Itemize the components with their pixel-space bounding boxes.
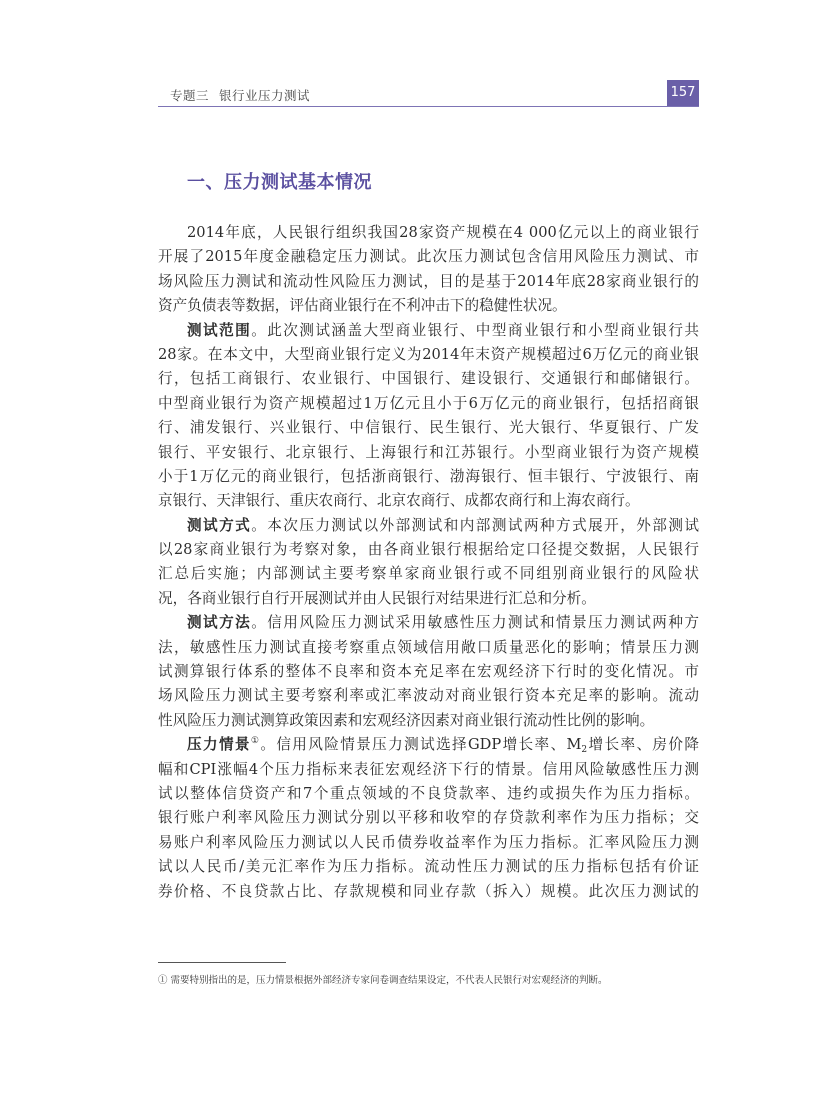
text-run: 增长率、房价降 [587, 736, 699, 754]
section-title: 一、压力测试基本情况 [187, 172, 372, 193]
text-line: 开展了2015年度金融稳定压力测试。此次压力测试包含信用风险压力测试、市 [158, 248, 699, 266]
text-line: 性风险压力测试测算政策因素和宏观经济因素对商业银行流动性比例的影响。 [158, 711, 655, 729]
text-line [158, 319, 699, 343]
paragraph-heading: 测试方法 [187, 614, 252, 632]
text-line: 试测算银行体系的整体不良率和资本充足率在宏观经济下行时的变化情况。市 [158, 663, 699, 681]
text-line: 中型商业银行为资产规模超过1万亿元且小于6万亿元的商业银行，包括招商银 [158, 394, 699, 412]
footnote-marker[interactable]: ① [250, 736, 261, 747]
text-line: 幅和CPI涨幅4个压力指标来表征宏观经济下行的情景。信用风险敏感性压力测 [158, 760, 699, 778]
paragraph-heading: 测试方式 [187, 516, 252, 534]
running-header [170, 86, 310, 104]
text-line: 小于1万亿元的商业银行，包括浙商银行、渤海银行、恒丰银行、宁波银行、南 [158, 467, 699, 485]
text-line [158, 514, 699, 538]
text-line: 28家。在本文中，大型商业银行定义为2014年末资产规模超过6万亿元的商业银 [158, 345, 699, 363]
page-header [158, 80, 699, 107]
text-line: 试以整体信贷资产和7个重点领域的不良贷款率、违约或损失作为压力指标。 [158, 784, 699, 802]
paragraph-heading: 测试范围 [187, 321, 252, 339]
text-line: 况，各商业银行自行开展测试并由人民银行对结果进行汇总和分析。 [158, 589, 596, 607]
text-line: 法，敏感性压力测试直接考察重点领域信用敞口质量恶化的影响；情景压力测 [158, 638, 699, 656]
chapter-label: 专题三 [170, 88, 210, 103]
text-line: 资产负债表等数据，评估商业银行在不利冲击下的稳健性状况。 [158, 297, 567, 315]
page-number: 157 [667, 80, 699, 106]
text-line: 行、浦发银行、兴业银行、中信银行、民生银行、光大银行、华夏银行、广发 [158, 419, 699, 437]
text-line: 银行账户利率风险压力测试分别以平移和收窄的存贷款利率作为压力指标；交 [158, 809, 699, 827]
paragraph-heading: 压力情景 [187, 736, 251, 754]
footnote-divider [158, 962, 286, 963]
text-line: 汇总后实施；内部测试主要考察单家商业银行或不同组别商业银行的风险状 [158, 565, 699, 583]
text-line: 易账户利率风险压力测试以人民币债券收益率作为压力指标。汇率风险压力测 [158, 833, 699, 851]
text-line: 以28家商业银行为考察对象，由各商业银行根据给定口径提交数据，人民银行 [158, 541, 699, 559]
text-line: 行，包括工商银行、农业银行、中国银行、建设银行、交通银行和邮储银行。 [158, 370, 699, 388]
footnote: ① 需要特别指出的是，压力情景根据外部经济专家问卷调查结果设定，不代表人民银行对宏观经济的判断。 [158, 975, 608, 986]
subscript: 2 [581, 745, 588, 756]
text-line: 场风险压力测试主要考察利率或汇率波动对商业银行资本充足率的影响。流动 [158, 687, 699, 705]
text-line: 试以人民币/美元汇率作为压力指标。流动性压力测试的压力指标包括有价证 [158, 858, 699, 876]
text-line: 银行、平安银行、北京银行、上海银行和江苏银行。小型商业银行为资产规模 [158, 443, 699, 461]
text-line [158, 733, 699, 757]
text-line: 2014年底，人民银行组织我国28家资产规模在4 000亿元以上的商业银行 [187, 224, 699, 241]
text-line: 券价格、不良贷款占比、存款规模和同业存款（拆入）规模。此次压力测试的 [158, 882, 699, 900]
body-text [158, 221, 699, 904]
text-run: 。信用风险情景压力测试选择GDP增长率、M [260, 736, 582, 754]
chapter-title: 银行业压力测试 [219, 88, 311, 103]
text-line [158, 611, 699, 635]
text-run: 。本次压力测试以外部测试和内部测试两种方式展开，外部测试 [251, 516, 699, 534]
text-run: 。此次测试涵盖大型商业银行、中型商业银行和小型商业银行共 [251, 321, 699, 339]
text-run: 。信用风险压力测试采用敏感性压力测试和情景压力测试两种方 [251, 614, 699, 632]
text-line: 京银行、天津银行、重庆农商行、北京农商行、成都农商行和上海农商行。 [158, 492, 640, 510]
text-line: 场风险压力测试和流动性风险压力测试，目的是基于2014年底28家商业银行的 [158, 272, 699, 290]
